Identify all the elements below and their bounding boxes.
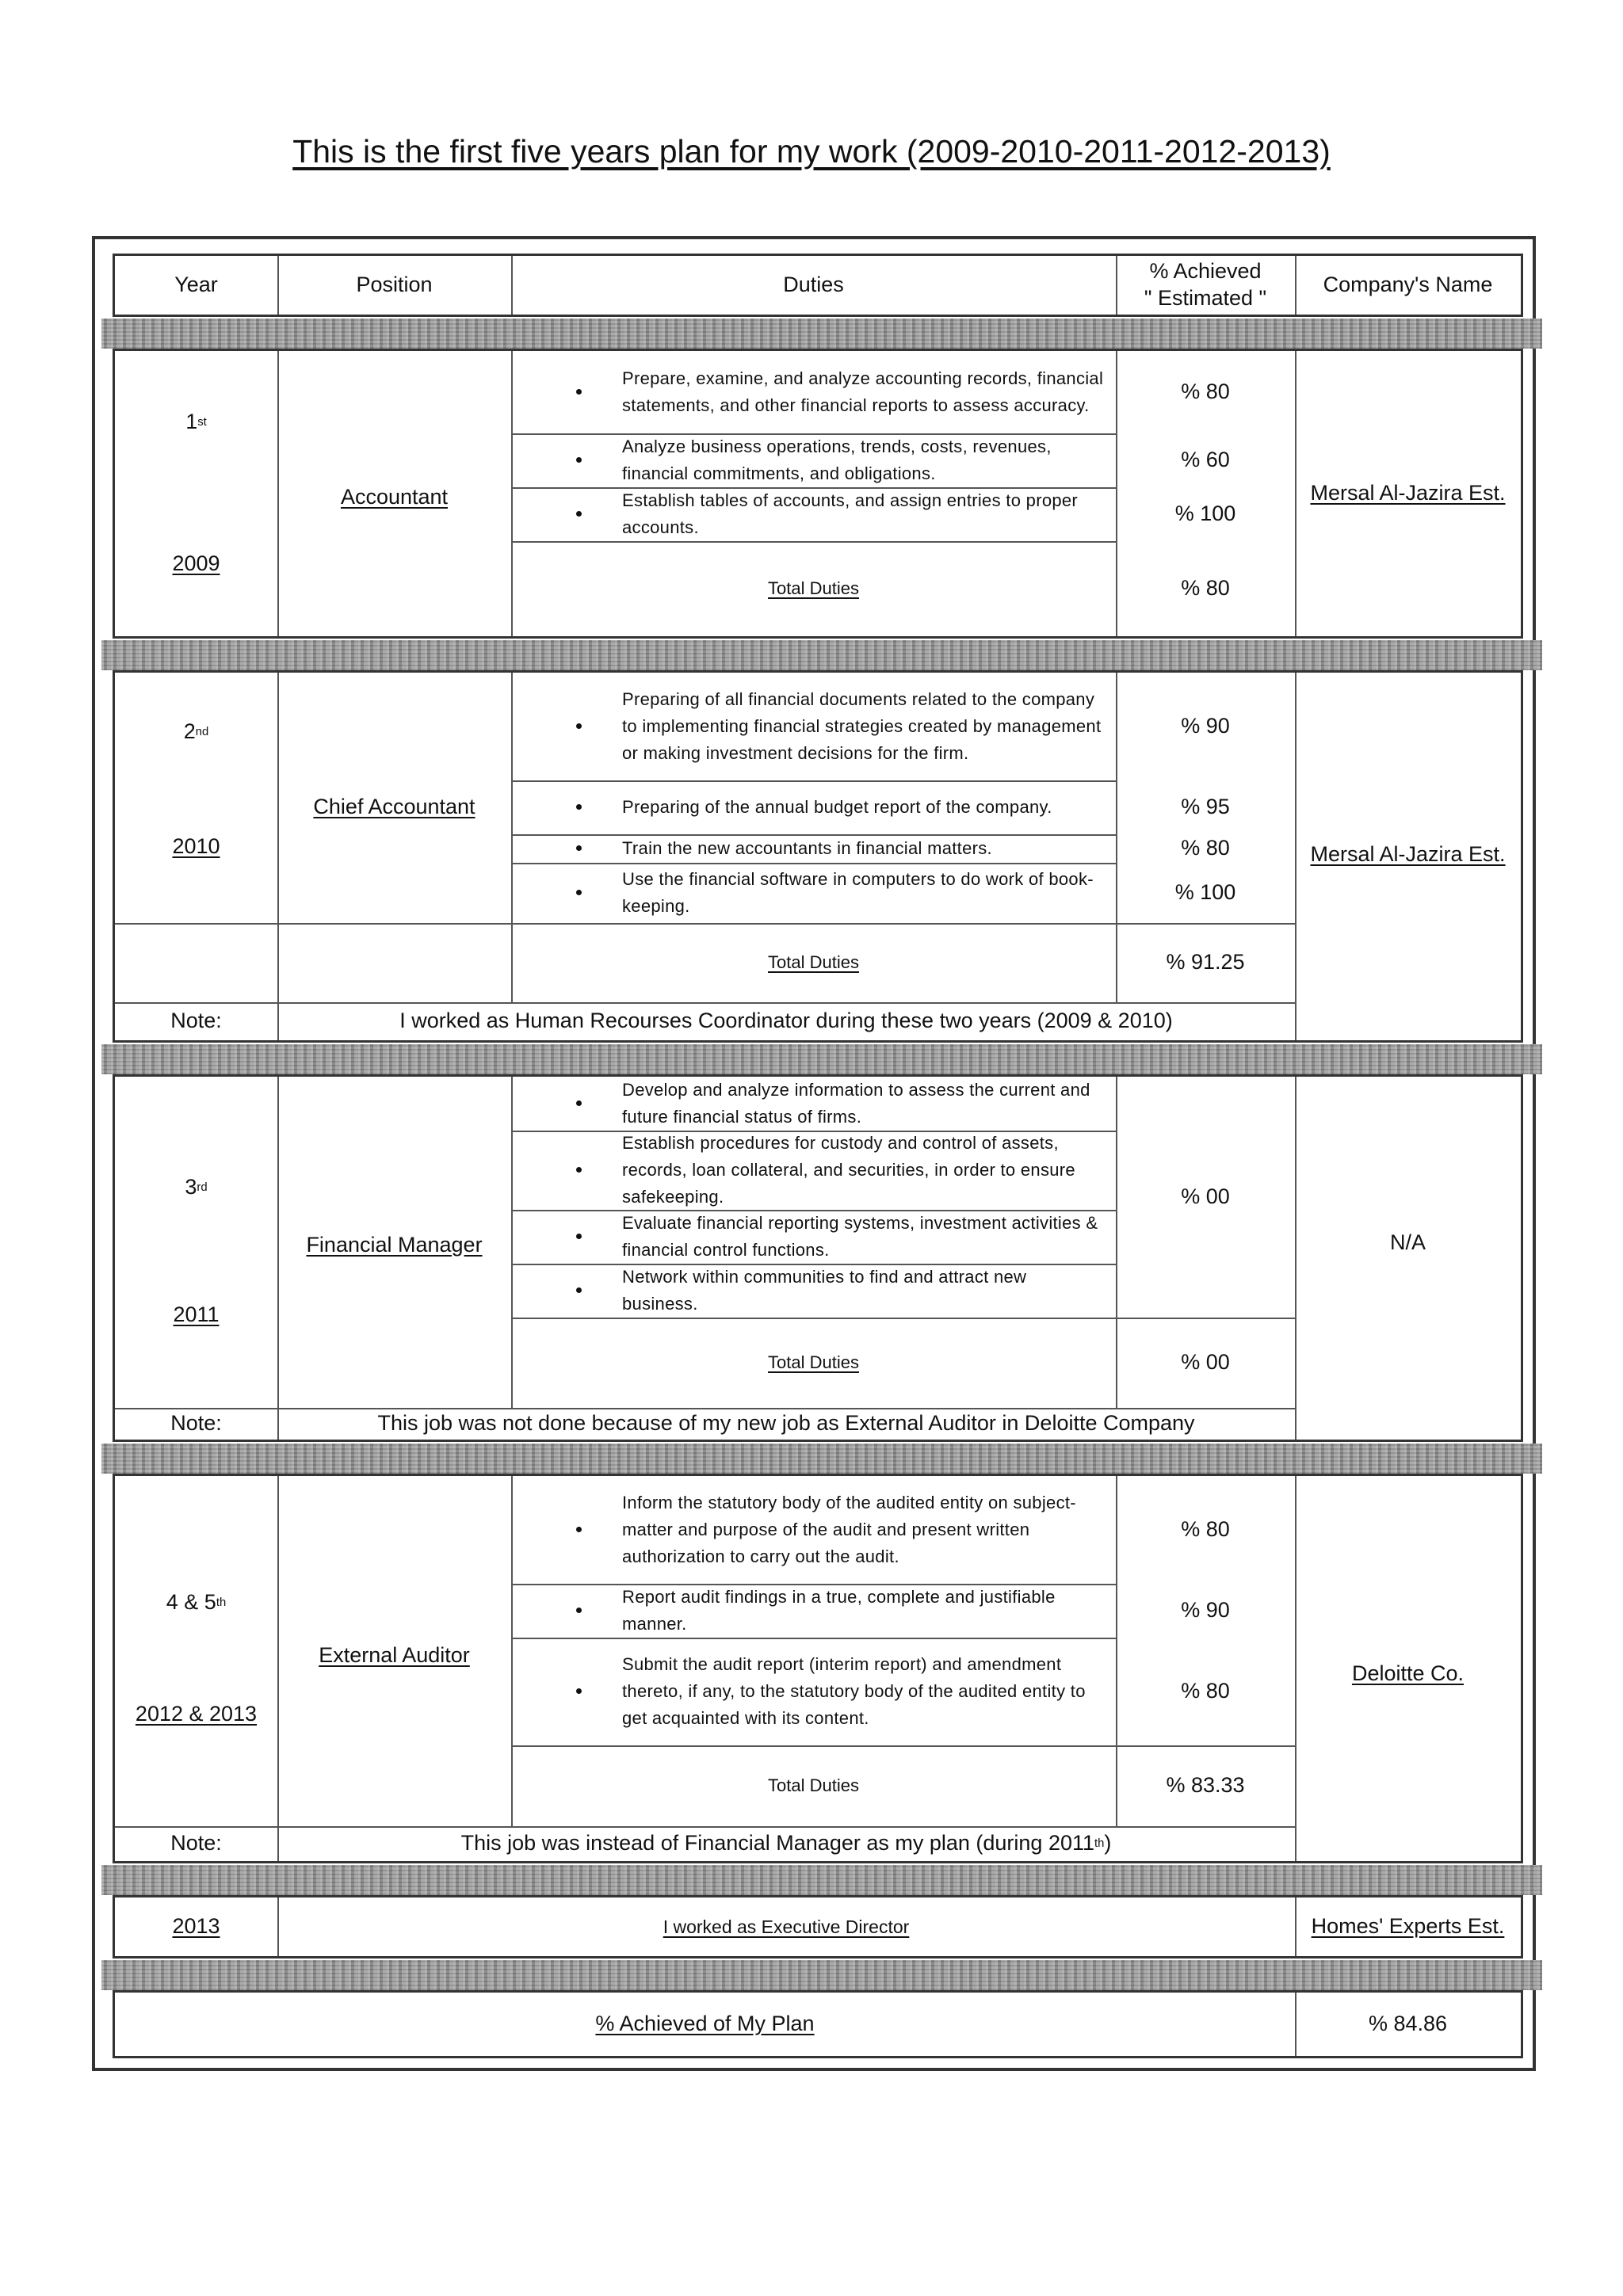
section-2011-position: Financial Manager bbox=[306, 1233, 483, 1257]
section-2013-text: I worked as Executive Director bbox=[663, 1916, 910, 1937]
section-2012-2013-duty-2: Report audit findings in a true, complete and justifiable manner. bbox=[511, 1584, 1116, 1638]
bullet-icon bbox=[576, 804, 582, 810]
section-2010-pct-1: % 90 bbox=[1181, 714, 1230, 738]
bullet-icon bbox=[576, 890, 582, 895]
separator-band bbox=[101, 1444, 1542, 1474]
section-2009-year: 2009 bbox=[172, 551, 220, 576]
section-2012-2013-ordinal: 4 & 5 th bbox=[166, 1590, 227, 1615]
section-2009-total: % 80 bbox=[1181, 576, 1230, 601]
section-2011-pct: % 00 bbox=[1181, 1184, 1230, 1209]
section-2011-company: N/A bbox=[1389, 1230, 1426, 1255]
section-2010-duty-3: Train the new accountants in financial matters. bbox=[511, 834, 1116, 863]
section-2012-2013-duty-1: Inform the statutory body of the audited entity on subject-matter and purpose of the audit and present written authorization to carry out the audit. bbox=[511, 1476, 1116, 1584]
section-2009-pct-2: % 60 bbox=[1181, 448, 1230, 472]
section-2009-position: Accountant bbox=[340, 485, 449, 509]
section-2009-pct-3: % 100 bbox=[1174, 502, 1236, 526]
section-2012-2013-total-label: Total Duties bbox=[768, 1775, 859, 1796]
bullet-icon bbox=[576, 457, 582, 463]
page-title: This is the first five years plan for my work (2009-2010-2011-2012-2013) bbox=[292, 133, 1331, 170]
separator-band bbox=[101, 1865, 1542, 1895]
section-2012-2013-pct-1: % 80 bbox=[1181, 1517, 1230, 1542]
bullet-icon bbox=[576, 1234, 582, 1239]
header-row bbox=[113, 254, 1523, 317]
section-2009 bbox=[113, 349, 1523, 639]
plan-table bbox=[92, 236, 1536, 2071]
section-2010-position: Chief Accountant bbox=[313, 795, 475, 819]
separator-band bbox=[101, 1044, 1542, 1074]
section-2012-2013-note-label: Note: bbox=[170, 1831, 222, 1855]
section-2012-2013-duty-3: Submit the audit report (interim report) and amendment thereto, if any, to the statutory body of the audited entity to get acquainted with its content. bbox=[511, 1638, 1116, 1745]
section-2010-company: Mersal Al-Jazira Est. bbox=[1310, 842, 1506, 867]
section-2010-pct-4: % 100 bbox=[1174, 880, 1236, 905]
section-2010-duty-4: Use the financial software in computers to do work of book-keeping. bbox=[511, 863, 1116, 923]
section-2011-duty-4: Network within communities to find and attract new business. bbox=[511, 1264, 1116, 1318]
section-2011-total-label: Total Duties bbox=[768, 1352, 859, 1373]
header-achieved bbox=[1116, 256, 1295, 315]
section-2010-duty-1: Preparing of all financial documents related to the company to implementing financial strategies created by management or making investment decisions for the firm. bbox=[511, 673, 1116, 780]
bullet-icon bbox=[576, 1287, 582, 1293]
summary-value: % 84.86 bbox=[1368, 2012, 1448, 2036]
section-2011-ordinal: 3 rd bbox=[185, 1175, 208, 1199]
bullet-icon bbox=[576, 511, 582, 517]
bullet-icon bbox=[576, 1100, 582, 1106]
section-2012-2013-note: This job was instead of Financial Manager as my plan (during 2011 th ) bbox=[460, 1831, 1112, 1855]
section-2011-total: % 00 bbox=[1181, 1350, 1230, 1375]
section-2010-note: I worked as Human Recourses Coordinator during these two years (2009 & 2010) bbox=[399, 1009, 1173, 1033]
section-2013-company: Homes' Experts Est. bbox=[1311, 1914, 1505, 1939]
section-2011-duty-3: Evaluate financial reporting systems, investment activities & financial control functions. bbox=[511, 1210, 1116, 1264]
section-2012-2013-year: 2012 & 2013 bbox=[135, 1702, 258, 1726]
section-2009-company: Mersal Al-Jazira Est. bbox=[1310, 481, 1506, 505]
section-2010-duty-2: Preparing of the annual budget report of the company. bbox=[511, 780, 1116, 834]
section-2011-duty-1: Develop and analyze information to assess the current and future financial status of firms. bbox=[511, 1077, 1116, 1131]
section-2012-2013-position: External Auditor bbox=[319, 1643, 470, 1668]
bullet-icon bbox=[576, 389, 582, 395]
header-position: Position bbox=[356, 273, 433, 297]
section-2013 bbox=[113, 1895, 1523, 1958]
bullet-icon bbox=[576, 723, 582, 729]
separator-band bbox=[101, 640, 1542, 670]
section-2010 bbox=[113, 670, 1523, 1043]
bullet-icon bbox=[576, 1167, 582, 1173]
section-2010-pct-2: % 95 bbox=[1181, 795, 1230, 819]
section-2009-duty-2: Analyze business operations, trends, costs, revenues, financial commitments, and obligations. bbox=[511, 433, 1116, 487]
bullet-icon bbox=[576, 845, 582, 851]
section-2010-ordinal: 2 nd bbox=[183, 719, 209, 744]
section-2011-duty-2: Establish procedures for custody and control of assets, records, loan collateral, and securities, in order to ensure safekeeping. bbox=[511, 1131, 1116, 1210]
separator-band bbox=[101, 318, 1542, 349]
section-2012-2013-company: Deloitte Co. bbox=[1351, 1661, 1465, 1686]
bullet-icon bbox=[576, 1688, 582, 1694]
section-2010-total-label: Total Duties bbox=[768, 952, 859, 973]
header-company: Company's Name bbox=[1323, 273, 1493, 297]
section-2009-total-label: Total Duties bbox=[768, 578, 859, 599]
section-2010-year: 2010 bbox=[172, 834, 220, 859]
section-2011-note: This job was not done because of my new job as External Auditor in Deloitte Company bbox=[377, 1411, 1195, 1436]
summary-row bbox=[113, 1990, 1523, 2058]
bullet-icon bbox=[576, 1527, 582, 1532]
header-year: Year bbox=[174, 273, 218, 297]
separator-band bbox=[101, 1960, 1542, 1990]
summary-label: % Achieved of My Plan bbox=[595, 2012, 815, 2036]
section-2011-year: 2011 bbox=[173, 1302, 220, 1327]
bullet-icon bbox=[576, 1608, 582, 1613]
section-2010-pct-3: % 80 bbox=[1181, 836, 1230, 860]
section-2013-year: 2013 bbox=[172, 1914, 220, 1939]
section-2011-note-label: Note: bbox=[170, 1411, 222, 1436]
section-2012-2013-total: % 83.33 bbox=[1166, 1773, 1245, 1798]
section-2012-2013-pct-2: % 90 bbox=[1181, 1598, 1230, 1623]
section-2009-pct-1: % 80 bbox=[1181, 379, 1230, 404]
header-achieved-line2: " Estimated " bbox=[1144, 286, 1267, 310]
section-2010-note-label: Note: bbox=[170, 1009, 222, 1033]
section-2011 bbox=[113, 1074, 1523, 1442]
section-2009-ordinal: 1 st bbox=[185, 410, 207, 434]
header-achieved-line1: % Achieved bbox=[1149, 259, 1262, 284]
section-2012-2013-pct-3: % 80 bbox=[1181, 1679, 1230, 1703]
section-2009-duty-1: Prepare, examine, and analyze accounting records, financial statements, and other financial reports to assess accuracy. bbox=[511, 351, 1116, 433]
section-2009-duty-3: Establish tables of accounts, and assign entries to proper accounts. bbox=[511, 487, 1116, 541]
header-duties: Duties bbox=[783, 273, 844, 297]
section-2012-2013 bbox=[113, 1474, 1523, 1863]
section-2010-total: % 91.25 bbox=[1166, 950, 1245, 974]
